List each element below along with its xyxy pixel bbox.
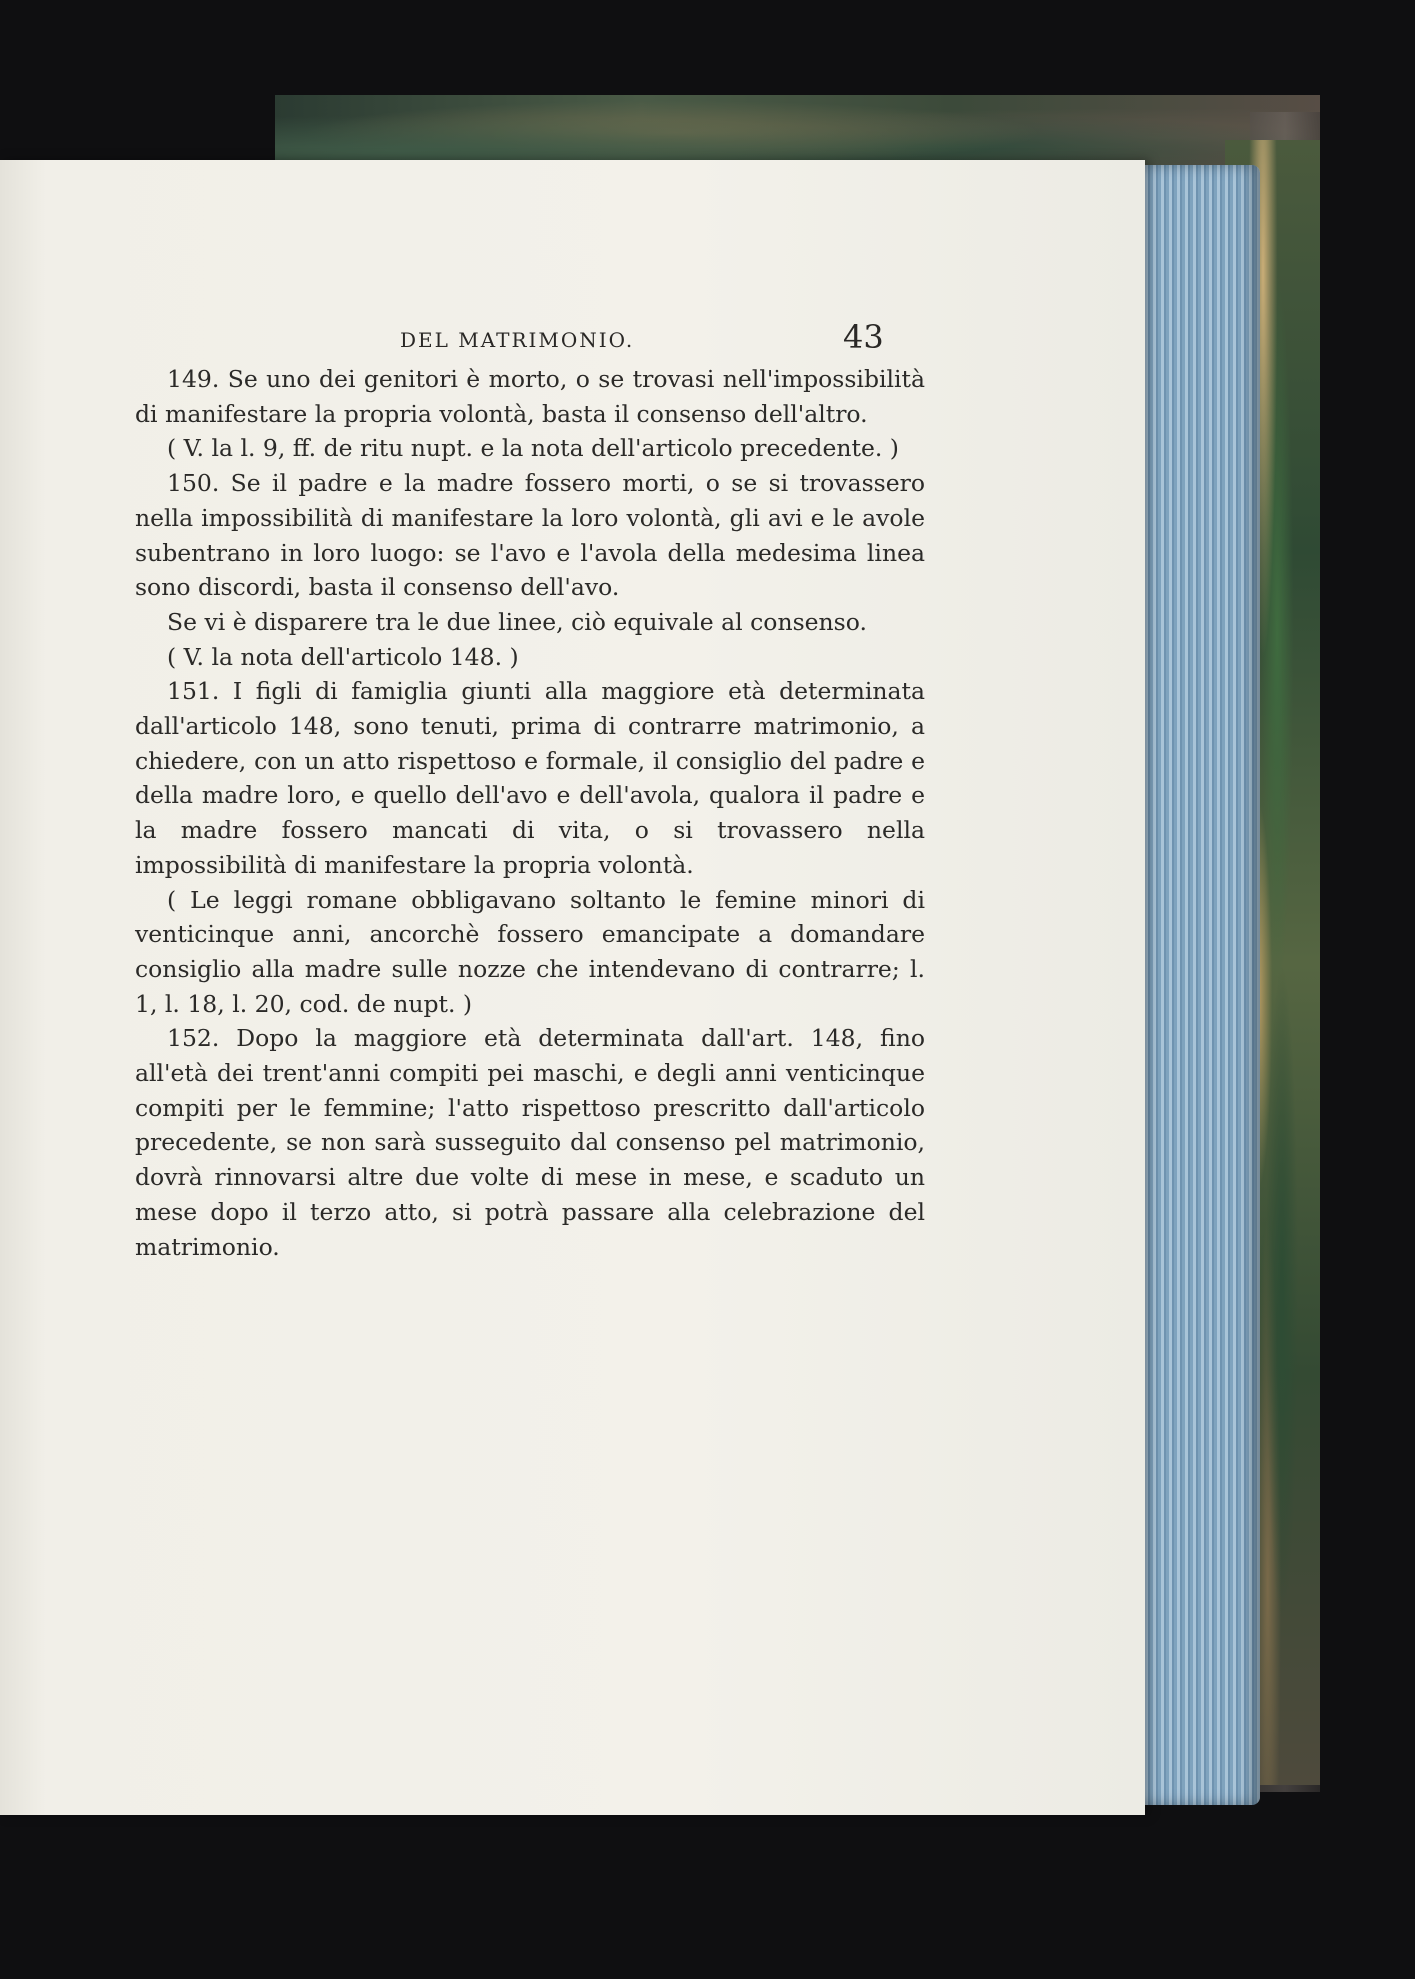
note-149: ( V. la l. 9, ff. de ritu nupt. e la nota dell'articolo precedente. ) bbox=[167, 434, 899, 463]
body-text bbox=[135, 362, 925, 1264]
page-number: 43 bbox=[843, 318, 884, 356]
article-149: 149. Se uno dei genitori è morto, o se trovasi nell'impossibilità di manifestare la propria volontà, basta il consenso dell'altro. bbox=[135, 365, 925, 428]
article-150: 150. Se il padre e la madre fossero morti, o se si trovassero nella impossibilità di manifestare la loro volontà, gli avi e le avole subentrano in loro luogo: se l'avo e l'avola della medesima linea sono discordi, basta il consenso dell'avo. bbox=[135, 469, 925, 602]
note-151: ( Le leggi romane obbligavano soltanto le femine minori di venticinque anni, ancorchè fossero emancipate a domandare consiglio alla madre sulle nozze che intendevano di contrarre; l. 1, l. 18, l. 20, cod. de nupt. ) bbox=[135, 885, 925, 1018]
note-150: ( V. la nota dell'articolo 148. ) bbox=[167, 642, 519, 671]
page-header bbox=[135, 318, 920, 364]
running-head: DEL MATRIMONIO. bbox=[400, 328, 635, 352]
article-151: 151. I figli di famiglia giunti alla maggiore età determinata dall'articolo 148, sono tenuti, prima di contrarre matrimonio, a chiedere, con un atto rispettoso e formale, il consiglio del padre e della madre loro, e quello dell'avo e dell'avola, qualora il padre e la madre fossero mancati di vita, o si trovassero nella impossibilità di manifestare la propria volontà. bbox=[135, 677, 925, 879]
article-150-continuation: Se vi è disparere tra le due linee, ciò equivale al consenso. bbox=[167, 607, 867, 636]
article-152: 152. Dopo la maggiore età determinata dall'art. 148, fino all'età dei trent'anni compiti pei maschi, e degli anni venticinque compiti per le femmine; l'atto rispettoso prescritto dall'articolo precedente, se non sarà susseguito dal consenso pel matrimonio, dovrà rinnovarsi altre due volte di mese in mese, e scaduto un mese dopo il terzo atto, si potrà passare alla celebrazione del matrimonio. bbox=[135, 1024, 925, 1261]
